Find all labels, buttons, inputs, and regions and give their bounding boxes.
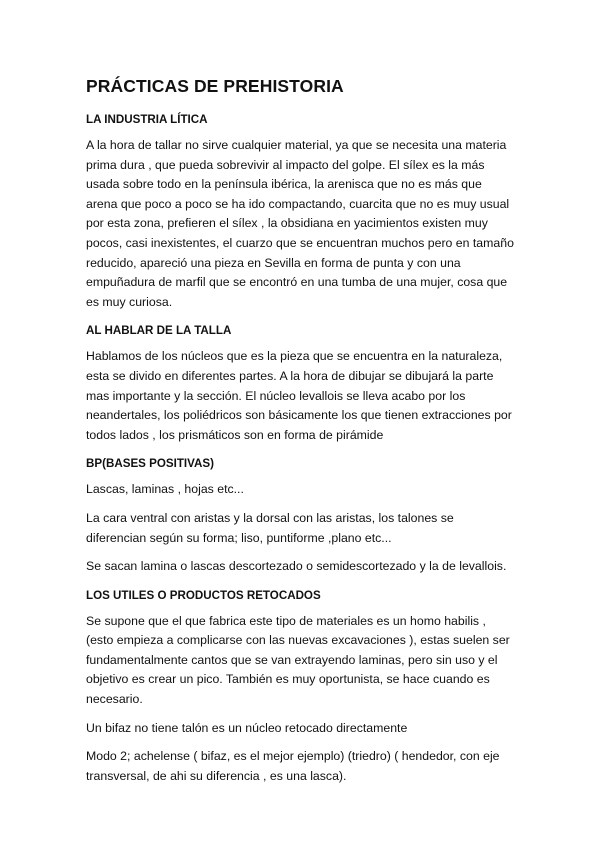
section-heading: LOS UTILES O PRODUCTOS RETOCADOS — [86, 588, 321, 602]
section-talla — [86, 321, 516, 445]
paragraph: Hablamos de los núcleos que es la pieza que se encuentra en la naturaleza, esta se divido en diferentes partes. A la hora de dibujar se dibujará la parte mas importante y la sección. El núcleo levallois se lleva acabo por los neandertales, los poliédricos son básicamente los que tienen extracciones por todos lados , los prismáticos son en forma de pirámide — [86, 349, 512, 442]
paragraph: A la hora de tallar no sirve cualquier material, ya que se necesita una materia prima dura , que pueda sobrevivir al impacto del golpe. El sílex es la más usada sobre todo en la península ibérica, la arenisca que no es más que arena que poco a poco se ha ido compactando, cuarcita que no es muy usual por esta zona, prefieren el sílex , la obsidiana en yacimientos existen muy pocos, casi inexistentes, el cuarzo que se encuentran muchos pero en tamaño reducido, apareció una pieza en Sevilla en forma de punta y con una empuñadura de marfil que se encontró en una tumba de una mujer, cosa que es muy curiosa. — [86, 138, 514, 309]
paragraph: Se supone que el que fabrica este tipo de materiales es un homo habilis , (esto empieza a complicarse con las nuevas excavaciones ), estas suelen ser fundamentalmente cantos que se van extrayendo laminas, pero sin uso y el objetivo es crear un pico. También es muy oportunista, se hace cuando es necesario. — [86, 613, 510, 707]
section-heading: LA INDUSTRIA LÍTICA — [86, 113, 208, 126]
paragraph: La cara ventral con aristas y la dorsal con las aristas, los talones se diferencian según su forma; liso, puntiforme ,plano etc... — [86, 510, 454, 545]
section-utiles-retocados — [86, 586, 516, 787]
section-bases-positivas — [86, 454, 516, 576]
section-heading: AL HABLAR DE LA TALLA — [86, 324, 232, 338]
document-content — [86, 74, 516, 795]
paragraph: Lascas, laminas , hojas etc... — [86, 482, 244, 497]
page-title: PRÁCTICAS DE PREHISTORIA — [86, 76, 344, 96]
paragraph: Modo 2; achelense ( bifaz, es el mejor ejemplo) (triedro) ( hendedor, con eje transversal, de ahi su diferencia , es una lasca). — [86, 749, 500, 783]
section-industria-litica — [86, 110, 516, 312]
paragraph: Un bifaz no tiene talón es un núcleo retocado directamente — [86, 720, 408, 735]
paragraph: Se sacan lamina o lascas descortezado o semidescortezado y la de levallois. — [86, 559, 507, 574]
section-heading: BP(BASES POSITIVAS) — [86, 457, 214, 471]
